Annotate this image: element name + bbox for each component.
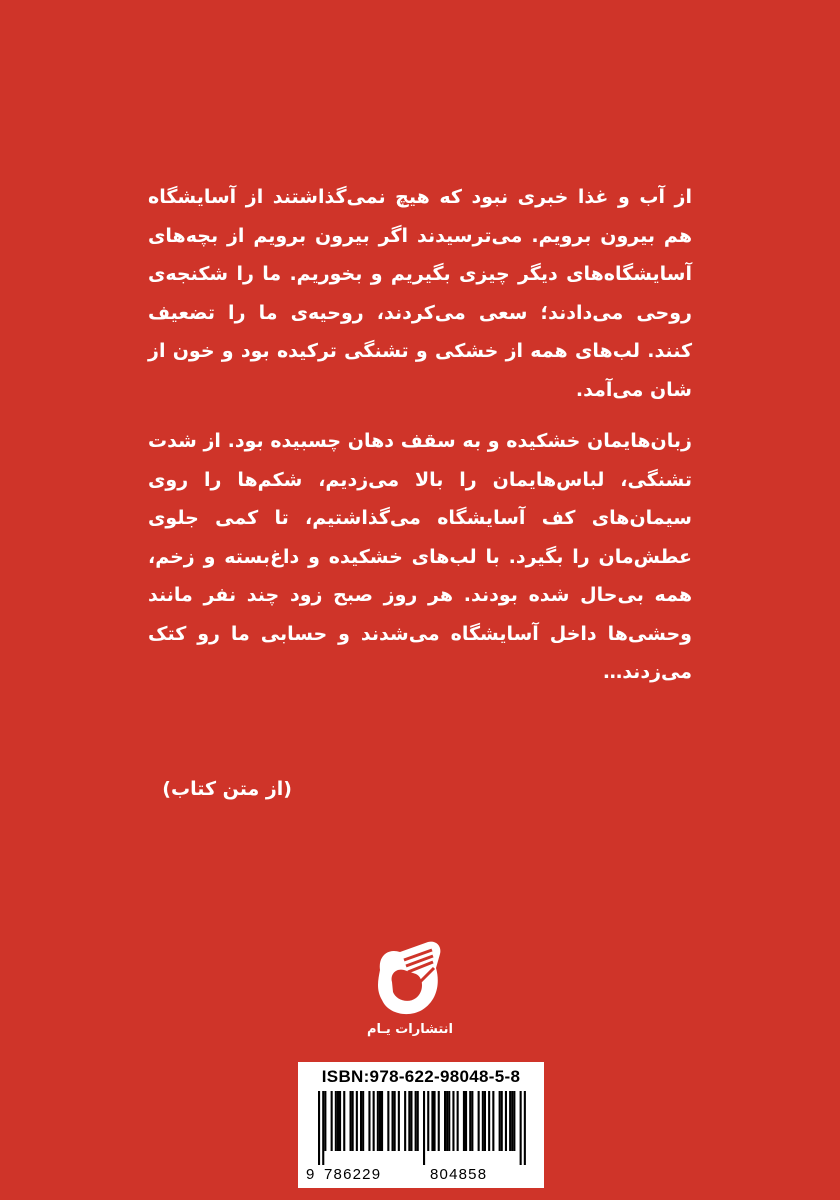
barcode-digit-lead: 9 bbox=[306, 1166, 315, 1183]
blurb-paragraph-2: زبان‌هایمان خشکیده و به سقف دهان چسبیده بود. از شدت تشنگی، لباس‌هایمان را بالا می‌زدیم، شکم‌ها را روی سیمان‌های کف آسایشگاه می‌گذاشتیم، تا کمی جلوی عطش‌مان را بگیرد. با لب‌های خشکیده و داغ‌بسته و زخم، همه بی‌حال شده بودند. هر روز صبح زود چند نفر مانند وحشی‌ها داخل آسایشگاه می‌شدند و حسابی ما رو کتک می‌زدند… bbox=[148, 430, 692, 683]
publisher-logo bbox=[340, 938, 480, 1058]
blurb-paragraph-1: از آب و غذا خبری نبود که هیچ نمی‌گذاشتند از آسایشگاه هم بیرون برویم. می‌ترسیدند اگر بیرون برویم از بچه‌های آسایشگاه‌های دیگر چیزی بگیریم و بخوریم. ما را شکنجه‌ی روحی می‌دادند؛ سعی می‌کردند، روحیه‌ی ما را تضعیف کنند. لب‌های همه از خشکی و تشنگی ترکیده بود و خون از شان می‌آمد. bbox=[148, 186, 692, 401]
barcode-bars bbox=[306, 1091, 536, 1165]
barcode-digits-right: 804858 bbox=[430, 1166, 488, 1183]
isbn-barcode bbox=[298, 1062, 544, 1188]
publisher-name: انتشارات یـام bbox=[366, 1022, 454, 1037]
open-book-logo-icon bbox=[370, 938, 450, 1020]
barcode-digits bbox=[306, 1166, 536, 1184]
back-cover-blurb bbox=[148, 178, 692, 692]
isbn-number: ISBN:978-622-98048-5-8 bbox=[321, 1067, 521, 1086]
barcode-digits-left: 786229 bbox=[324, 1166, 382, 1183]
excerpt-source-note: (از متن کتاب) bbox=[162, 778, 292, 800]
